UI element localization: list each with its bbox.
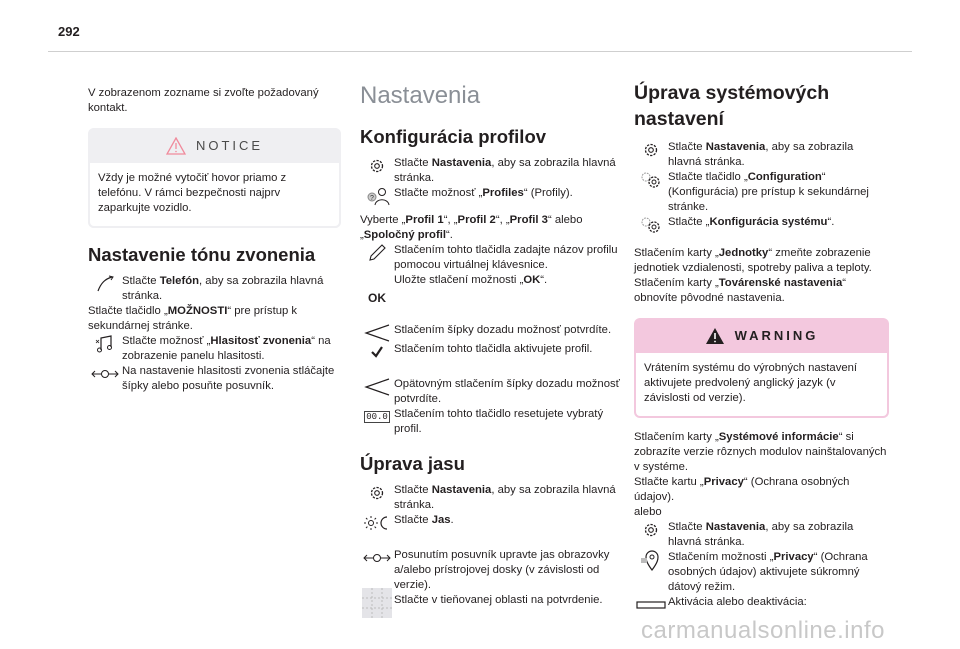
warning-text: Vrátením systému do výrobných nastavení aktivujete predvolený anglický jazyk (v závislosti od verzie). xyxy=(644,362,858,404)
brightness-heading: Úprava jasu xyxy=(360,453,465,474)
text: “. xyxy=(540,274,548,286)
text: Stlačením šípky dozadu možnosť potvrdíte. xyxy=(394,324,612,336)
step-phone xyxy=(88,274,341,304)
page-number: 292 xyxy=(58,24,80,39)
step-system-config xyxy=(634,215,889,234)
notice-text: Vždy je možné vytočiť hovor priamo z telefónu. V rámci bezpečnosti najprv zaparkujte vozidlo. xyxy=(98,172,287,214)
gear-icon xyxy=(642,141,660,159)
column-1 xyxy=(88,70,341,394)
phone-handset-icon xyxy=(95,275,115,293)
warning-triangle-icon xyxy=(166,137,186,155)
bold-text: Profil 1 xyxy=(405,214,444,226)
sun-moon-icon xyxy=(362,514,392,532)
warning-triangle-icon xyxy=(705,327,725,345)
bold-text: Nastavenia xyxy=(705,141,766,153)
step-privacy xyxy=(634,550,889,595)
shaded-area-icon xyxy=(362,588,392,618)
step-brightness-settings xyxy=(360,483,622,513)
text: , aby sa zobrazila hlavná stránka. xyxy=(394,157,616,184)
step-toggle xyxy=(634,595,889,614)
text: Posunutím posuvník upravte jas obrazovky a/alebo prístrojovej dosky (v závislosti od verzie). xyxy=(394,549,610,591)
system-settings-heading xyxy=(634,80,889,132)
text: Stlačením tohto tlačidlo resetujete vybratý profil. xyxy=(394,408,604,435)
bold-text: Jednotky xyxy=(718,247,769,259)
gear-icon xyxy=(368,157,386,175)
step-back-again xyxy=(360,377,622,407)
bold-text: Konfigurácia systému xyxy=(709,216,828,228)
text: “ (Ochrana osobných údajov) aktivujete súkromný dátový režim. xyxy=(668,551,868,593)
text: Aktivácia alebo deaktivácia: xyxy=(668,596,807,608)
system-gear-icon xyxy=(638,215,664,235)
warning-box xyxy=(634,318,889,418)
text: Stlačením tohto tlačidla zadajte názov profilu pomocou virtuálnej klávesnice. xyxy=(394,244,618,271)
bold-text: Profil 2 xyxy=(457,214,496,226)
bold-text: Privacy xyxy=(703,476,744,488)
gear-icon xyxy=(368,484,386,502)
text: , aby sa zobrazila hlavná stránka. xyxy=(668,521,854,548)
system-info-text xyxy=(634,430,889,475)
step-volume-slider xyxy=(88,364,341,394)
text: “ pre prístup k sekundárnej stránke. xyxy=(88,305,298,332)
text: Stlačte xyxy=(668,141,706,153)
reset-icon: 00.0 xyxy=(366,412,388,422)
text: , aby sa zobrazila hlavná stránka. xyxy=(122,275,324,302)
header-divider xyxy=(48,51,912,52)
bold-text: Privacy xyxy=(773,551,814,563)
warning-header xyxy=(634,318,889,353)
profile-icon xyxy=(363,186,391,206)
text: Stlačte xyxy=(122,275,160,287)
bold-text: Configuration xyxy=(747,171,822,183)
step-options xyxy=(88,304,341,334)
profiles-heading: Konfigurácia profilov xyxy=(360,126,547,147)
step-profiles xyxy=(360,186,622,205)
step-brightness xyxy=(360,513,622,532)
text: Stlačte možnosť „ xyxy=(394,187,483,199)
or-text: alebo xyxy=(634,506,662,518)
text: Stlačte xyxy=(668,521,706,533)
step-configuration xyxy=(634,170,889,215)
bold-text: MOŽNOSTI xyxy=(167,305,228,317)
watermark: carmanualsonline.info xyxy=(641,617,885,644)
text: Stlačte xyxy=(394,484,432,496)
text: Stlačte kartu „ xyxy=(634,476,704,488)
bold-text: Spoločný profil xyxy=(363,229,446,241)
text: Stlačením tohto tlačidla aktivujete profil. xyxy=(394,343,593,355)
text: “ zmeňte zobrazenie jednotiek vzdialenosti, spotreby paliva a teploty. xyxy=(634,247,872,274)
text: , aby sa zobrazila hlavná stránka. xyxy=(668,141,854,168)
text: “ (Ochrana osobných údajov). xyxy=(634,476,850,503)
step-save-ok xyxy=(360,273,622,307)
text: Stlačením karty „ xyxy=(634,277,719,289)
column-2 xyxy=(360,70,622,612)
text: “. xyxy=(445,229,453,241)
intro-text: V zobrazenom zozname si zvoľte požadovaný kontakt. xyxy=(88,87,319,114)
bold-text: Profil 3 xyxy=(509,214,548,226)
text: Stlačením možnosti „ xyxy=(668,551,774,563)
column-3 xyxy=(634,70,889,614)
step-system-settings xyxy=(634,140,889,170)
heading-line-2: nastavení xyxy=(634,108,724,130)
ringtone-heading: Nastavenie tónu zvonenia xyxy=(88,244,316,265)
text: Na nastavenie hlasitosti zvonenia stláčajte šípky alebo posuňte posuvník. xyxy=(122,365,335,392)
text: “ na zobrazenie panelu hlasitosti. xyxy=(122,335,331,362)
music-note-icon xyxy=(95,334,115,354)
text: Stlačte možnosť „ xyxy=(122,335,211,347)
text: Stlačte xyxy=(394,157,432,169)
notice-box xyxy=(88,128,341,228)
text: “ obnovíte pôvodné nastavenia. xyxy=(634,277,847,304)
back-arrow-icon xyxy=(363,323,391,343)
checkmark-icon xyxy=(370,345,384,359)
back-arrow-icon xyxy=(363,377,391,397)
text: Opätovným stlačením šípky dozadu možnosť potvrdíte. xyxy=(394,378,620,405)
step-activate xyxy=(360,342,622,361)
select-profile-text xyxy=(360,213,622,243)
bold-text: Nastavenia xyxy=(705,521,766,533)
gear-icon xyxy=(642,521,660,539)
text: Stlačte tlačidlo „ xyxy=(88,305,168,317)
bold-text: Továrenské nastavenia xyxy=(718,277,843,289)
text: . xyxy=(450,514,454,526)
svg-text:?: ? xyxy=(370,195,374,202)
step-settings xyxy=(360,156,622,186)
text: Stlačte tlačidlo „ xyxy=(668,171,748,183)
step-confirm xyxy=(360,593,622,612)
bold-text: Hlasitosť zvonenia xyxy=(210,335,312,347)
configuration-gears-icon xyxy=(638,170,664,190)
text: Uložte stlačení možnosti „ xyxy=(394,274,524,286)
text: “ (Konfigurácia) pre prístup k sekundárnej stránke. xyxy=(668,171,869,213)
step-privacy-settings xyxy=(634,520,889,550)
step-ringtone-volume xyxy=(88,334,341,364)
factory-text xyxy=(634,276,889,306)
warning-title: WARNING xyxy=(734,328,819,343)
notice-title: NOTICE xyxy=(195,138,264,153)
bold-text: OK xyxy=(523,274,541,286)
privacy-location-icon xyxy=(639,549,663,571)
bold-text: Nastavenia xyxy=(431,157,492,169)
text: Vyberte „ xyxy=(360,214,406,226)
notice-header xyxy=(88,128,341,163)
bold-text: Nastavenia xyxy=(431,484,492,496)
heading-line-1: Úprava systémových xyxy=(634,82,830,104)
text: “, „ xyxy=(443,214,458,226)
bold-text: Telefón xyxy=(159,275,200,287)
step-reset xyxy=(360,407,622,437)
text: “ (Profily). xyxy=(523,187,573,199)
text: Stlačte xyxy=(394,514,432,526)
bold-text: Systémové informácie xyxy=(718,431,839,443)
slider-icon xyxy=(90,368,120,380)
section-title: Nastavenia xyxy=(360,82,481,109)
units-text xyxy=(634,246,889,276)
privacy-tab-text xyxy=(634,475,889,505)
text: Stlačte v tieňovanej oblasti na potvrdenie. xyxy=(394,594,603,606)
toggle-bar-icon xyxy=(636,600,666,610)
slider-icon xyxy=(362,552,392,564)
pencil-icon xyxy=(367,243,387,263)
text: “. xyxy=(827,216,835,228)
text: , aby sa zobrazila hlavná stránka. xyxy=(394,484,616,511)
text: Stlačte „ xyxy=(668,216,710,228)
step-edit-name xyxy=(360,243,622,273)
text: Stlačením karty „ xyxy=(634,247,719,259)
step-back xyxy=(360,323,622,342)
ok-button-icon: OK xyxy=(368,291,386,305)
bold-text: Jas xyxy=(431,514,451,526)
text: Stlačením karty „ xyxy=(634,431,719,443)
step-slider xyxy=(360,548,622,593)
text: “, „ xyxy=(495,214,510,226)
text: “ si zobrazíte verzie rôznych modulov nainštalovaných v systéme. xyxy=(634,431,887,473)
text: “ alebo „ xyxy=(360,214,583,241)
bold-text: Profiles xyxy=(482,187,524,199)
